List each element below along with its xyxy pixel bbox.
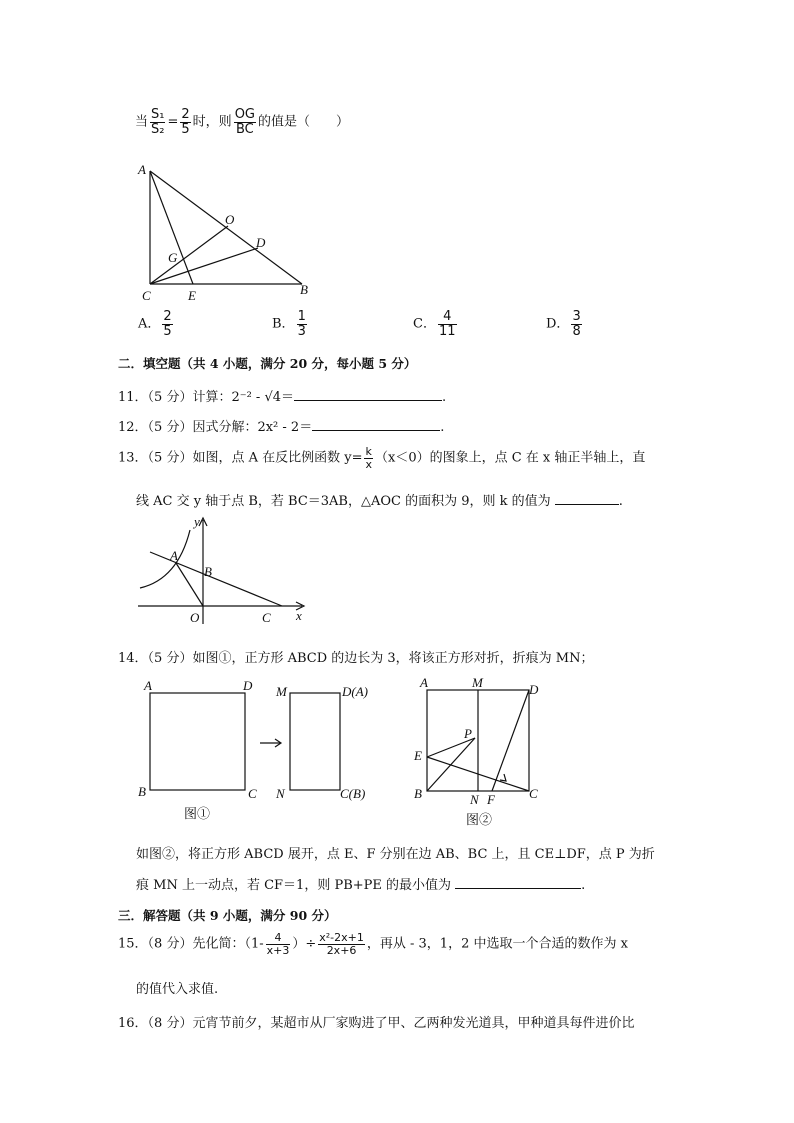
q14-line1: 14．（5 分）如图①，正方形 ABCD 的边长为 3，将该正方形对折，折痕为 MN；	[118, 651, 594, 666]
og: OG	[234, 107, 255, 122]
q13-period: .	[618, 494, 623, 509]
label-b: B	[300, 282, 308, 297]
label-c: C	[529, 786, 538, 801]
label-e: E	[188, 288, 196, 303]
q15-fraction-2	[318, 932, 365, 956]
label-o: O	[225, 212, 235, 227]
q13-line1-b: （x＜0）的图象上，点 C 在 x 轴正半轴上，直	[374, 450, 646, 466]
option-num: 4	[438, 310, 457, 325]
segment-pb	[427, 738, 475, 791]
q15-line2: 的值代入求值.	[136, 982, 219, 997]
q15-mid: ）÷	[292, 936, 317, 952]
q11-text: 11．（5 分）计算：2⁻² - √4＝	[118, 390, 295, 405]
q14-line2: 如图②，将正方形 ABCD 展开，点 E、F 分别在边 AB、BC 上，且 CE⊥DF，点 P 为折	[136, 847, 655, 862]
right-angle-mark	[500, 774, 506, 781]
q13-line1	[118, 446, 645, 470]
k: k	[365, 445, 372, 458]
q15-fraction-1	[266, 932, 291, 956]
d2: 2x+6	[326, 943, 357, 957]
label-n: N	[276, 786, 285, 801]
label-b: B	[138, 784, 146, 799]
option-letter: C．	[413, 316, 436, 332]
folded-rectangle	[290, 693, 340, 790]
q15-prefix: 15．（8 分）先化简：（1-	[118, 936, 264, 952]
label-a: A	[138, 162, 146, 177]
s-ratio-fraction	[150, 108, 165, 136]
option-den: 3	[297, 323, 306, 339]
q13-line2-text: 线 AC 交 y 轴于点 B，若 BC＝3AB，△AOC 的面积为 9，则 k 的值为	[136, 494, 551, 509]
q14-figure-2	[408, 672, 548, 830]
hyperbola-curve	[140, 530, 190, 588]
label-f: F	[487, 792, 495, 807]
option-den: 8	[572, 323, 581, 339]
q15-line1	[118, 932, 628, 956]
label-a: A	[170, 548, 178, 563]
label-b: B	[414, 786, 422, 801]
q11-answer-blank[interactable]	[294, 388, 442, 401]
option-fraction	[297, 310, 307, 338]
x: x	[365, 457, 372, 471]
option-num: 2	[163, 309, 172, 324]
label-d: D	[256, 235, 266, 250]
two-fifths-fraction	[180, 108, 190, 136]
section2-heading: 二．填空题（共 4 小题，满分 20 分，每小题 5 分）	[118, 356, 417, 371]
q14-line3-text: 痕 MN 上一动点，若 CF＝1，则 PB+PE 的最小值为	[136, 878, 452, 893]
label-m: M	[472, 675, 483, 690]
q16-line1: 16．（8 分）元宵节前夕，某超市从厂家购进了甲、乙两种发光道具，甲种道具每件进价比	[118, 1016, 635, 1031]
label-c: C	[262, 610, 271, 625]
segment-cd	[150, 248, 258, 284]
label-d: D	[243, 678, 253, 693]
square-abcd	[150, 693, 245, 790]
k-over-x-fraction	[364, 446, 373, 470]
og-bc-fraction	[234, 108, 256, 136]
fig2-caption: 图②	[466, 812, 493, 827]
label-c-b: C(B)	[340, 786, 366, 801]
s2: S₂	[151, 121, 165, 137]
section3-heading: 三．解答题（共 9 小题，满分 90 分）	[118, 908, 337, 923]
option-num: 3	[572, 309, 581, 324]
label-p: P	[464, 726, 472, 741]
q10-option-a	[138, 310, 175, 338]
label-e: E	[414, 748, 422, 763]
s1: S₁	[151, 107, 165, 122]
q10-option-b	[272, 310, 309, 338]
n1: 4	[266, 932, 291, 945]
label-o: O	[190, 610, 200, 625]
q10-stem	[135, 108, 349, 136]
segment-ae	[150, 171, 193, 284]
q10-option-d	[546, 310, 584, 338]
q12-answer-blank[interactable]	[312, 418, 440, 431]
q10-mid: 时，则	[192, 114, 232, 130]
label-d-a: D(A)	[342, 684, 368, 699]
fig1-caption: 图①	[184, 806, 211, 821]
segment-co	[150, 226, 228, 284]
five: 5	[181, 121, 190, 137]
label-d: D	[529, 682, 539, 697]
q13-line2	[136, 490, 623, 509]
q12-text: 12．（5 分）因式分解：2x² - 2＝	[118, 420, 313, 435]
option-den: 11	[438, 323, 456, 339]
label-a: A	[420, 675, 428, 690]
two: 2	[181, 107, 190, 122]
q10-eq: =	[167, 114, 179, 130]
label-b: B	[204, 564, 212, 579]
label-x: x	[296, 608, 302, 623]
option-fraction	[438, 310, 457, 338]
label-c: C	[248, 786, 257, 801]
q10-triangle-figure	[130, 158, 330, 308]
q14-answer-blank[interactable]	[455, 876, 581, 889]
q14-line3	[136, 874, 585, 893]
q12	[118, 416, 444, 435]
option-fraction	[162, 310, 172, 338]
q12-period: .	[440, 420, 445, 435]
label-c: C	[142, 288, 151, 303]
q13-graph	[134, 512, 314, 630]
q10-prefix: 当	[135, 114, 149, 130]
q11-period: .	[442, 390, 447, 405]
n2: x²-2x+1	[319, 931, 364, 944]
option-den: 5	[163, 323, 172, 339]
option-num: 1	[297, 309, 306, 324]
segment-df	[492, 690, 529, 791]
label-n: N	[470, 792, 479, 807]
q13-answer-blank[interactable]	[555, 492, 619, 505]
option-letter: B．	[272, 316, 295, 332]
q10-suffix: 的值是（ ）	[258, 114, 350, 130]
label-y: y	[194, 514, 200, 529]
bc: BC	[235, 121, 254, 137]
q14-figure-1	[134, 672, 384, 830]
q15-suffix: ，再从 - 3，1，2 中选取一个合适的数作为 x	[366, 936, 628, 952]
label-m: M	[276, 684, 287, 699]
label-a: A	[144, 678, 152, 693]
option-letter: D．	[546, 316, 570, 332]
q11	[118, 386, 446, 405]
q14-period: .	[581, 878, 586, 893]
q10-option-c	[413, 310, 459, 338]
q13-line1-a: 13．（5 分）如图，点 A 在反比例函数 y=	[118, 450, 363, 466]
d1: x+3	[266, 943, 290, 957]
option-letter: A．	[138, 316, 161, 332]
segment-ao	[176, 563, 203, 606]
label-g: G	[168, 250, 178, 265]
option-fraction	[571, 310, 581, 338]
